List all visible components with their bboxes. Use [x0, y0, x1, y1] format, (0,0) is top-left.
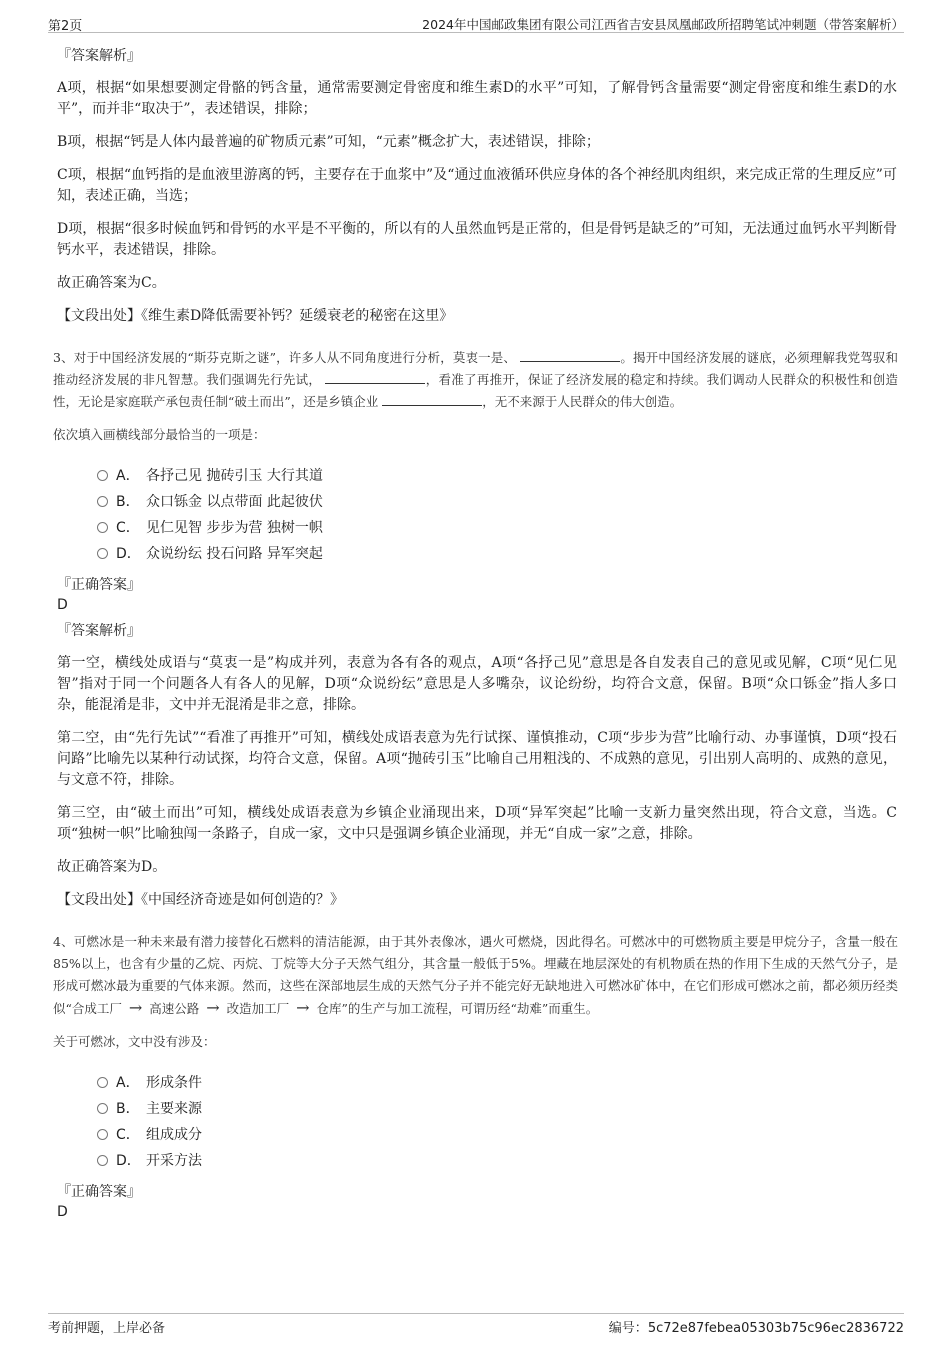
correct-answer: D — [57, 597, 68, 613]
option-letter: D． — [116, 1153, 141, 1169]
analysis-conclusion: 故正确答案为D。 — [57, 859, 167, 875]
stem-text: 。揭开中国经济发展的谜底，必须理解我党驾驭和推动经济发展的非凡智慧。我们强调先行先试， — [53, 350, 898, 387]
option-c[interactable] — [97, 1122, 897, 1148]
id-value: 5c72e87febea05303b75c96ec2836722 — [647, 1321, 904, 1336]
radio-icon[interactable] — [97, 1129, 108, 1140]
option-text: 众说纷纭 投石问路 异军突起 — [146, 546, 323, 562]
option-letter: D． — [116, 546, 141, 562]
radio-icon[interactable] — [97, 496, 108, 507]
analysis-label: 『答案解析』 — [57, 623, 141, 639]
option-letter: B． — [116, 1101, 140, 1117]
arrow-icon: → — [296, 998, 310, 1017]
fill-blank — [520, 349, 620, 362]
id-label: 编号： — [608, 1321, 648, 1336]
option-c[interactable] — [97, 515, 897, 541]
correct-answer-label: 『正确答案』 — [57, 577, 141, 593]
fill-blank — [382, 393, 482, 406]
page-content — [53, 46, 898, 1228]
page-header — [48, 12, 904, 33]
radio-icon[interactable] — [97, 548, 108, 559]
option-d[interactable] — [97, 1148, 897, 1174]
question-stem — [53, 931, 898, 1020]
option-text: 组成成分 — [146, 1127, 202, 1143]
option-b[interactable] — [97, 1096, 897, 1122]
analysis-paragraph: 第二空，由“先行先试”“看准了再推开”可知，横线处成语表意为先行试探、谨慎推动，C项“步步为营”比喻行动、办事谨慎，D项“投石问路”比喻先以某种行动试探，均符合文意，保留。A项“抛砖引玉”比喻自己用粗浅的、不成熟的意见，引出别人高明的、成熟的意见，与文意不符，排除。 — [57, 730, 897, 788]
question-stem — [53, 347, 898, 413]
stem-text: 改造加工厂 — [226, 1001, 290, 1016]
option-a[interactable] — [97, 1070, 897, 1096]
option-text: 开采方法 — [146, 1153, 202, 1169]
option-list — [97, 1070, 897, 1174]
stem-text: 仓库”的生产与加工流程，可谓历经“劫难”而重生。 — [316, 1001, 599, 1016]
option-a[interactable] — [97, 463, 897, 489]
radio-icon[interactable] — [97, 1103, 108, 1114]
question-3 — [53, 347, 898, 911]
analysis-paragraph: 第一空，横线处成语与“莫衷一是”构成并列，表意为各有各的观点，A项“各抒己见”意思是各自发表自己的意见或见解，C项“见仁见智”指对于同一个问题各人有各人的见解，D项“众说纷纭”意思是人多嘴杂，议论纷纷，均符合文意，保留。B项“众口铄金”指人多口杂，能混淆是非，文中并无混淆是非之意，排除。 — [57, 655, 897, 713]
radio-icon[interactable] — [97, 522, 108, 533]
option-text: 各抒己见 抛砖引玉 大行其道 — [146, 468, 323, 484]
document-id — [609, 1317, 904, 1336]
option-text: 众口铄金 以点带面 此起彼伏 — [146, 494, 323, 510]
text-source: 【文段出处】《中国经济奇迹是如何创造的？》 — [57, 892, 344, 908]
footer-slogan: 考前押题，上岸必备 — [48, 1321, 166, 1336]
analysis-paragraph: C项，根据“血钙指的是血液里游离的钙，主要存在于血浆中”及“通过血液循环供应身体的各个神经肌肉组织，来完成正常的生理反应”可知，表述正确，当选； — [57, 167, 897, 204]
analysis-paragraph: A项，根据“如果想要测定骨骼的钙含量，通常需要测定骨密度和维生素D的水平”可知，了解骨钙含量需要“测定骨密度和维生素D的水平”，而并非“取决于”，表述错误，排除； — [57, 80, 897, 117]
arrow-icon: → — [128, 998, 143, 1017]
stem-text: ，无不来源于人民群众的伟大创造。 — [482, 394, 683, 409]
option-letter: C． — [116, 520, 140, 536]
option-letter: B． — [116, 494, 140, 510]
option-letter: C． — [116, 1127, 140, 1143]
document-title: 2024年中国邮政集团有限公司江西省吉安县凤凰邮政所招聘笔试冲刺题（带答案解析） — [422, 17, 904, 32]
arrow-icon: → — [206, 998, 220, 1017]
stem-text: ，看准了再推开，保证了经济发展的稳定和持续。我们调动人民群众的积极性和创造性，无论是家庭联产承包责任制“破土而出”，还是乡镇企业 — [53, 372, 898, 409]
option-list — [97, 463, 897, 567]
question-prompt: 依次填入画横线部分最恰当的一项是： — [53, 427, 266, 442]
page-number: 第2页 — [48, 19, 83, 34]
question-prompt: 关于可燃冰，文中没有涉及： — [53, 1034, 216, 1049]
radio-icon[interactable] — [97, 1077, 108, 1088]
analysis-label: 『答案解析』 — [57, 48, 141, 64]
stem-text: 4、可燃冰是一种未来最有潜力接替化石燃料的清洁能源，由于其外表像冰，遇火可燃烧，因此得名。可燃冰中的可燃物质主要是甲烷分子，含量一般在85%以上，也含有少量的乙烷、丙烷、丁烷等大分子天然气组分，其含量一般低于5%。埋藏在地层深处的有机物质在热的作用下生成的天然气分子，是形成可燃冰最为重要的气体来源。然而，这些在深部地层生成的天然气分子并不能完好无缺地进入可燃冰矿体中，在它们形成可燃冰之前，都必须历经类似“合成工厂 — [53, 934, 898, 1016]
option-text: 形成条件 — [146, 1075, 202, 1091]
option-letter: A． — [116, 468, 140, 484]
option-letter: A． — [116, 1075, 140, 1091]
correct-answer-label: 『正确答案』 — [57, 1184, 141, 1200]
radio-icon[interactable] — [97, 470, 108, 481]
analysis-paragraph: D项，根据“很多时候血钙和骨钙的水平是不平衡的，所以有的人虽然血钙是正常的，但是骨钙是缺乏的”可知，无法通过血钙水平判断骨钙水平，表述错误，排除。 — [57, 221, 897, 258]
page-footer — [48, 1313, 904, 1336]
analysis-paragraph: 第三空，由“破土而出”可知，横线处成语表意为乡镇企业涌现出来，D项“异军突起”比喻一支新力量突然出现，符合文意，当选。C项“独树一帜”比喻独闯一条路子，自成一家，文中只是强调乡镇企业涌现，并无“自成一家”之意，排除。 — [57, 805, 897, 842]
stem-text: 3、对于中国经济发展的“斯芬克斯之谜”，许多人从不同角度进行分析，莫衷一是、 — [53, 350, 517, 365]
option-text: 见仁见智 步步为营 独树一帜 — [146, 520, 323, 536]
question-2-analysis — [57, 46, 897, 327]
radio-icon[interactable] — [97, 1155, 108, 1166]
question-4 — [53, 931, 898, 1222]
analysis-paragraph: B项，根据“钙是人体内最普遍的矿物质元素”可知，“元素”概念扩大，表述错误，排除； — [57, 134, 600, 150]
option-d[interactable] — [97, 541, 897, 567]
option-text: 主要来源 — [146, 1101, 202, 1117]
text-source: 【文段出处】《维生素D降低需要补钙？延缓衰老的秘密在这里》 — [57, 308, 454, 324]
fill-blank — [325, 371, 425, 384]
correct-answer: D — [57, 1204, 68, 1220]
stem-text: 高速公路 — [149, 1001, 200, 1016]
analysis-conclusion: 故正确答案为C。 — [57, 275, 166, 291]
option-b[interactable] — [97, 489, 897, 515]
